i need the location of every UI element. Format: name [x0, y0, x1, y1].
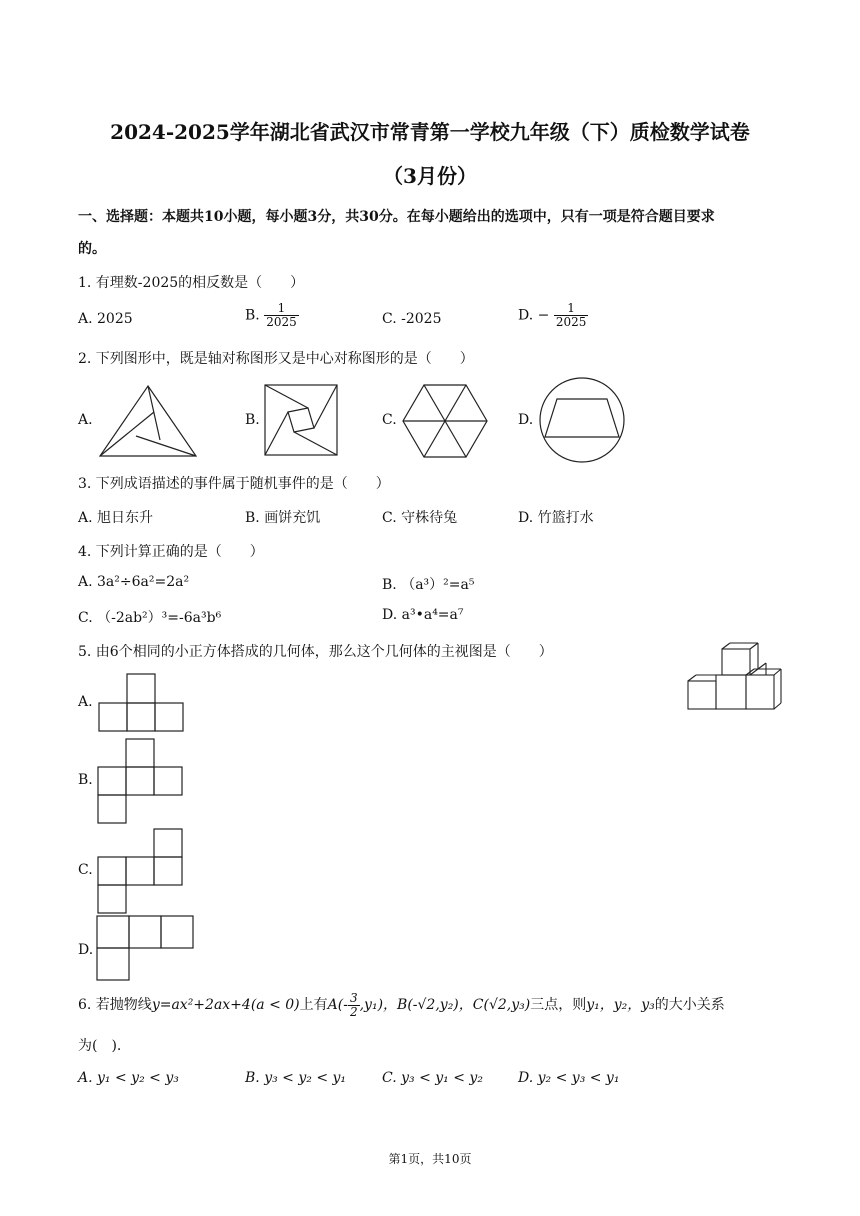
q1-b-numerator: 1: [264, 302, 299, 316]
q5-option-d-label: D.: [78, 942, 94, 958]
q4-option-d: D. a³•a⁴=a⁷: [382, 607, 464, 623]
q6-a-denominator: 2: [349, 1004, 358, 1019]
q5-option-a-figure: [98, 673, 188, 733]
q1-b-denominator: 2025: [266, 315, 297, 329]
q4-option-a: A. 3a²÷6a²=2a²: [78, 574, 190, 590]
q1-option-d-fraction: [554, 302, 589, 329]
q5-option-d-figure: [96, 915, 196, 981]
q6-a-numerator: 3: [349, 990, 358, 1005]
q6-point-a-start: A(-: [327, 997, 348, 1013]
section-header-cont: 的。: [78, 241, 106, 257]
q6-stem-part4: 的大小关系: [654, 997, 725, 1013]
q6-y-values: y₁，y₂，y₃: [586, 997, 655, 1013]
section-header: 一、选择题：本题共10小题，每小题3分，共30分。在每小题给出的选项中，只有一项是符合题目要求: [78, 209, 715, 225]
q2-option-d-label: D.: [518, 412, 534, 428]
q6-point-b: B(-√2,y₂)，: [397, 997, 473, 1013]
question-2-stem: 2. 下列图形中，既是轴对称图形又是中心对称图形的是（ ）: [78, 351, 474, 367]
q2-option-a-label: A.: [78, 412, 93, 428]
q1-option-d: [518, 302, 588, 329]
paper-subtitle: （3月份）: [383, 164, 477, 188]
q1-option-c: C. -2025: [382, 311, 442, 327]
q3-option-d: D. 竹篮打水: [518, 510, 594, 526]
question-4-stem: 4. 下列计算正确的是（ ）: [78, 544, 264, 560]
q6-stem-part2: 上有: [299, 997, 328, 1013]
question-6-stem-cont: 为( ).: [78, 1038, 122, 1054]
q2-option-b-figure: [264, 384, 338, 456]
q1-option-a: A. 2025: [78, 311, 133, 327]
q2-option-c-figure: [402, 384, 488, 458]
q5-option-b-label: B.: [78, 772, 93, 788]
q5-option-b-figure: [97, 738, 187, 826]
q6-option-a: A. y₁ < y₂ < y₃: [78, 1070, 179, 1086]
question-1-stem: 1. 有理数-2025的相反数是（ ）: [78, 275, 305, 291]
q6-stem-part3: 三点，则: [530, 997, 587, 1013]
q1-d-numerator: 1: [554, 302, 589, 316]
q6-point-c: C(√2,y₃): [472, 997, 531, 1013]
q5-solid-figure: [686, 641, 782, 713]
question-6-stem: [78, 990, 725, 1020]
q4-option-c: C. （-2ab²）³=-6a³b⁶: [78, 610, 222, 626]
q1-option-b-fraction: [264, 302, 299, 329]
q2-option-d-figure: [537, 377, 627, 463]
page-footer: 第1页，共10页: [388, 1152, 472, 1166]
q5-option-c-figure: [97, 828, 187, 916]
question-3-stem: 3. 下列成语描述的事件属于随机事件的是（ ）: [78, 476, 390, 492]
q1-option-b-label: B.: [245, 307, 260, 324]
question-5-stem: 5. 由6个相同的小正方体搭成的几何体，那么这个几何体的主视图是（ ）: [78, 644, 553, 660]
paper-title: 2024-2025学年湖北省武汉市常青第一学校九年级（下）质检数学试卷: [110, 120, 750, 144]
q6-stem-part1: 6. 若抛物线: [78, 997, 152, 1013]
q3-option-b: B. 画饼充饥: [245, 510, 321, 526]
q6-option-d: D. y₂ < y₃ < y₁: [518, 1070, 620, 1086]
q6-point-a-fraction: [348, 992, 360, 1019]
q5-option-c-label: C.: [78, 862, 93, 878]
q6-option-b: B. y₃ < y₂ < y₁: [245, 1070, 347, 1086]
q4-option-b: B. （a³）²=a⁵: [382, 577, 475, 593]
q3-option-a: A. 旭日东升: [78, 510, 154, 526]
q6-point-a-end: ,y₁)，: [359, 997, 398, 1013]
q3-option-c: C. 守株待兔: [382, 510, 458, 526]
q2-option-c-label: C.: [382, 412, 397, 428]
q2-option-b-label: B.: [245, 412, 260, 428]
q6-option-c: C. y₃ < y₁ < y₂: [382, 1070, 483, 1086]
q6-parabola: y=ax²+2ax+4(a < 0): [151, 997, 300, 1013]
q6-point-a: [327, 990, 398, 1019]
q1-option-d-sign: −: [537, 307, 550, 324]
q1-option-d-label: D.: [518, 307, 534, 324]
q1-option-b: [245, 302, 299, 329]
q1-d-denominator: 2025: [555, 315, 587, 329]
q2-option-a-figure: [98, 384, 198, 460]
q5-option-a-label: A.: [78, 694, 93, 710]
